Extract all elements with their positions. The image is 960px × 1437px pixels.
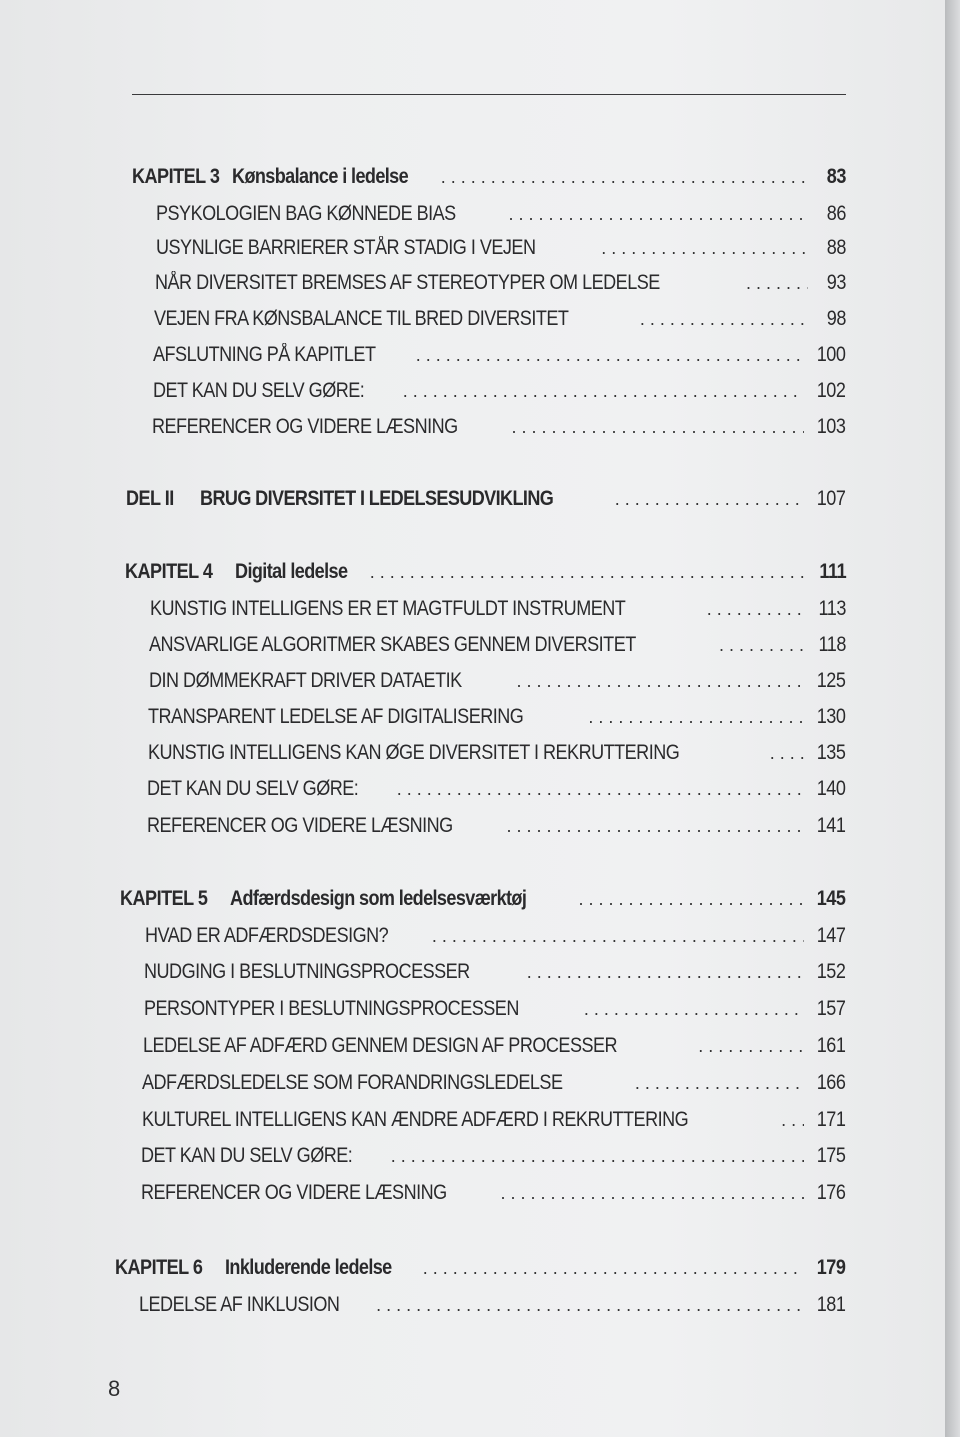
entry-page: 88 (826, 236, 846, 259)
leader-dots (527, 957, 805, 987)
entry-title: PERSONTYPER I BESLUTNINGSPROCESSEN (144, 997, 519, 1020)
toc-entry[interactable] (150, 594, 846, 624)
toc-entry[interactable] (147, 774, 846, 804)
entry-title: AFSLUTNING PÅ KAPITLET (153, 343, 376, 366)
entry-page: 181 (817, 1293, 846, 1316)
leader-dots (370, 557, 807, 587)
entry-title: KUNSTIG INTELLIGENS ER ET MAGTFULDT INSTRUMENT (150, 597, 626, 620)
header-rule (132, 94, 846, 95)
toc-entry[interactable] (148, 702, 846, 732)
toc-chapter-4[interactable] (125, 557, 846, 587)
part-title: BRUG DIVERSITET I LEDELSESUDVIKLING (200, 487, 554, 510)
toc-chapter-6[interactable] (115, 1253, 846, 1283)
entry-page: 152 (817, 960, 846, 983)
entry-page: 140 (817, 777, 846, 800)
leader-dots (601, 233, 808, 263)
toc-entry[interactable] (147, 811, 846, 841)
leader-dots (391, 1141, 805, 1171)
entry-title: NUDGING I BESLUTNINGSPROCESSER (144, 960, 470, 983)
entry-title: NÅR DIVERSITET BREMSES AF STEREOTYPER OM LEDELSE (155, 271, 660, 294)
leader-dots (423, 1253, 805, 1283)
leader-dots (746, 268, 808, 298)
leader-dots (781, 1105, 804, 1135)
entry-title: DIN DØMMEKRAFT DRIVER DATAETIK (149, 669, 462, 692)
toc-chapter-3[interactable] (132, 162, 846, 192)
entry-page: 118 (818, 633, 846, 656)
entry-page: 113 (818, 597, 846, 620)
entry-page: 125 (817, 669, 846, 692)
part-number: DEL II (126, 487, 174, 510)
entry-title: LEDELSE AF INKLUSION (139, 1293, 340, 1316)
leader-dots (640, 304, 808, 334)
toc-entry[interactable] (142, 1105, 846, 1135)
chapter-number: KAPITEL 4 (125, 560, 213, 583)
leader-dots (506, 811, 804, 841)
page-number: 8 (108, 1376, 121, 1401)
leader-dots (376, 1290, 804, 1320)
leader-dots (500, 1178, 804, 1208)
chapter-number: KAPITEL 5 (120, 887, 208, 910)
entry-page: 103 (817, 415, 846, 438)
chapter-number: KAPITEL 3 (132, 165, 220, 188)
leader-dots (508, 199, 808, 229)
toc-entry[interactable] (141, 1178, 846, 1208)
entry-title: REFERENCER OG VIDERE LÆSNING (152, 415, 458, 438)
entry-title: REFERENCER OG VIDERE LÆSNING (141, 1181, 447, 1204)
leader-dots (579, 884, 805, 914)
chapter-page: 179 (817, 1256, 846, 1279)
toc-entry[interactable] (145, 921, 846, 951)
page-edge (945, 0, 960, 1437)
leader-dots (517, 666, 805, 696)
toc-chapter-5[interactable] (120, 884, 846, 914)
entry-page: 98 (826, 307, 846, 330)
leader-dots (416, 340, 805, 370)
toc-entry[interactable] (148, 738, 846, 768)
entry-page: 86 (826, 202, 846, 225)
leader-dots (511, 412, 804, 442)
chapter-number: KAPITEL 6 (115, 1256, 203, 1279)
entry-title: DET KAN DU SELV GØRE: (147, 777, 359, 800)
entry-page: 171 (817, 1108, 846, 1131)
part-page: 107 (817, 487, 846, 510)
leader-dots (635, 1068, 805, 1098)
entry-title: DET KAN DU SELV GØRE: (153, 379, 365, 402)
leader-dots (397, 774, 805, 804)
toc-entry[interactable] (152, 412, 846, 442)
entry-title: HVAD ER ADFÆRDSDESIGN? (145, 924, 389, 947)
entry-page: 161 (817, 1034, 846, 1057)
chapter-page: 111 (819, 560, 846, 583)
chapter-title: Digital ledelse (235, 560, 348, 583)
entry-page: 102 (817, 379, 846, 402)
entry-page: 130 (817, 705, 846, 728)
chapter-title: Kønsbalance i ledelse (232, 165, 409, 188)
toc-entry[interactable] (155, 268, 846, 298)
leader-dots (707, 594, 806, 624)
entry-title: KUNSTIG INTELLIGENS KAN ØGE DIVERSITET I REKRUTTERING (148, 741, 680, 764)
toc-entry[interactable] (142, 1068, 846, 1098)
toc-entry[interactable] (141, 1141, 846, 1171)
entry-page: 147 (817, 924, 846, 947)
entry-title: ADFÆRDSLEDELSE SOM FORANDRINGSLEDELSE (142, 1071, 563, 1094)
entry-page: 175 (817, 1144, 846, 1167)
entry-page: 135 (817, 741, 846, 764)
entry-title: LEDELSE AF ADFÆRD GENNEM DESIGN AF PROCESSER (143, 1034, 618, 1057)
leader-dots (588, 702, 804, 732)
leader-dots (770, 738, 805, 768)
toc-entry[interactable] (156, 199, 846, 229)
entry-title: REFERENCER OG VIDERE LÆSNING (147, 814, 453, 837)
entry-page: 166 (817, 1071, 846, 1094)
toc-entry[interactable] (156, 233, 846, 263)
entry-page: 100 (817, 343, 846, 366)
toc-part-2[interactable] (126, 484, 846, 514)
leader-dots (403, 376, 805, 406)
toc-entry[interactable] (153, 376, 846, 406)
leader-dots (432, 921, 805, 951)
toc-entry[interactable] (143, 1031, 846, 1061)
toc-entry[interactable] (144, 957, 846, 987)
chapter-title: Adfærdsdesign som ledelsesværktøj (230, 887, 527, 910)
leader-dots (615, 484, 805, 514)
entry-title: VEJEN FRA KØNSBALANCE TIL BRED DIVERSITET (154, 307, 569, 330)
entry-title: KULTUREL INTELLIGENS KAN ÆNDRE ADFÆRD I REKRUTTERING (142, 1108, 689, 1131)
entry-page: 157 (817, 997, 846, 1020)
toc-entry[interactable] (144, 994, 846, 1024)
entry-title: USYNLIGE BARRIERER STÅR STADIG I VEJEN (156, 236, 536, 259)
toc-entry[interactable] (149, 630, 846, 660)
toc-entry[interactable] (149, 666, 846, 696)
leader-dots (719, 630, 806, 660)
entry-page: 93 (826, 271, 846, 294)
leader-dots (441, 162, 808, 192)
entry-title: TRANSPARENT LEDELSE AF DIGITALISERING (148, 705, 524, 728)
leader-dots (698, 1031, 804, 1061)
leader-dots (584, 994, 805, 1024)
entry-page: 176 (817, 1181, 846, 1204)
entry-title: ANSVARLIGE ALGORITMER SKABES GENNEM DIVERSITET (149, 633, 636, 656)
chapter-page: 83 (826, 165, 846, 188)
chapter-title: Inkluderende ledelse (225, 1256, 392, 1279)
toc-entry[interactable] (153, 340, 846, 370)
toc-entry[interactable] (139, 1290, 846, 1320)
entry-title: DET KAN DU SELV GØRE: (141, 1144, 353, 1167)
entry-title: PSYKOLOGIEN BAG KØNNEDE BIAS (156, 202, 456, 225)
toc-entry[interactable] (154, 304, 846, 334)
chapter-page: 145 (817, 887, 846, 910)
entry-page: 141 (817, 814, 846, 837)
